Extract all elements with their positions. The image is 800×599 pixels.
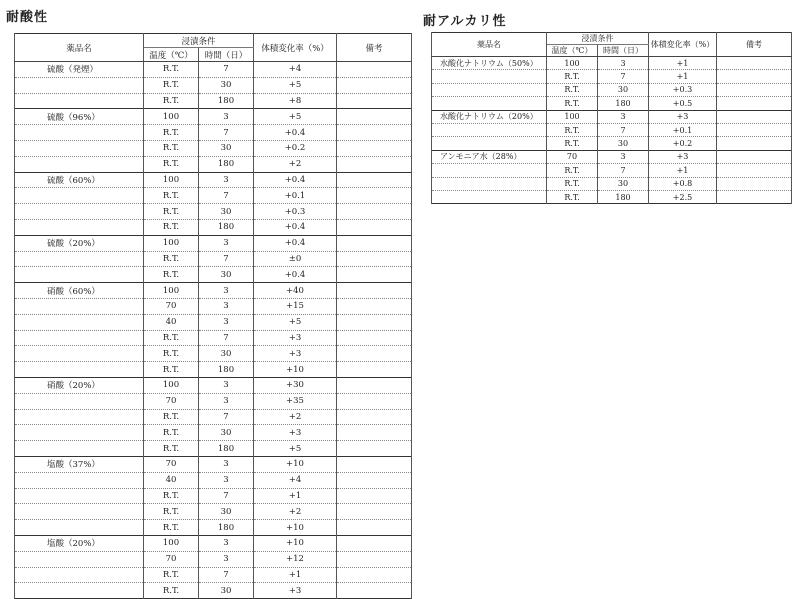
chemical-name-cell [15,567,144,583]
table-row [432,57,792,70]
remarks-cell [337,535,412,551]
remarks-cell [717,177,792,190]
chemical-name-cell [432,83,547,96]
chemical-name-cell: 硫酸（発煙） [15,62,144,78]
volume-change-cell: +0.4 [254,125,337,141]
alkali-resistance-table [431,32,792,204]
table-row [15,235,412,251]
temperature-cell: 100 [144,235,199,251]
volume-change-cell: +10 [254,520,337,536]
chemical-name-cell [15,362,144,378]
time-cell: 180 [199,362,254,378]
temperature-cell: R.T. [144,93,199,109]
alkali-resistance-title: 耐アルカリ性 [423,14,507,29]
remarks-cell [337,377,412,393]
time-cell: 7 [199,330,254,346]
chemical-name-cell: 塩酸（20%） [15,535,144,551]
chemical-name-cell [15,140,144,156]
table-row [15,204,412,220]
remarks-cell [337,298,412,314]
volume-change-cell: +2.5 [649,190,717,203]
chemical-name-cell [15,219,144,235]
chemical-name-cell: 硝酸（60%） [15,283,144,299]
remarks-cell [717,150,792,163]
volume-change-cell: +35 [254,393,337,409]
time-cell: 180 [199,156,254,172]
table-row [15,362,412,378]
volume-change-cell: +4 [254,62,337,78]
volume-change-cell: +1 [649,57,717,70]
remarks-cell [337,551,412,567]
chemical-name-cell: 塩酸（37%） [15,456,144,472]
temperature-cell: R.T. [144,441,199,457]
remarks-cell [337,219,412,235]
temperature-cell: R.T. [144,567,199,583]
remarks-cell [717,57,792,70]
header-temperature: 温度（℃） [144,48,199,62]
temperature-cell: R.T. [547,70,598,83]
chemical-name-cell [15,472,144,488]
volume-change-cell: +0.5 [649,97,717,110]
chemical-name-cell: 硫酸（96%） [15,109,144,125]
remarks-cell [337,456,412,472]
volume-change-cell: +0.4 [254,267,337,283]
table-row [15,488,412,504]
table-row [15,330,412,346]
chemical-name-cell: アンモニア水（28%） [432,150,547,163]
table-row [15,472,412,488]
volume-change-cell: +0.2 [254,140,337,156]
temperature-cell: R.T. [547,190,598,203]
temperature-cell: 40 [144,314,199,330]
table-row [15,109,412,125]
chemical-name-cell [15,488,144,504]
table-row [15,520,412,536]
header-time: 時間（日） [598,45,649,57]
table-row [15,298,412,314]
table-row [15,567,412,583]
temperature-cell: 70 [144,393,199,409]
chemical-name-cell [432,190,547,203]
remarks-cell [337,109,412,125]
chemical-name-cell [15,504,144,520]
volume-change-cell: +1 [254,488,337,504]
table-row [15,140,412,156]
remarks-cell [717,164,792,177]
time-cell: 3 [598,57,649,70]
volume-change-cell: +40 [254,283,337,299]
remarks-cell [717,83,792,96]
table-row [15,219,412,235]
remarks-cell [717,97,792,110]
table-row [432,110,792,123]
volume-change-cell: +4 [254,472,337,488]
volume-change-cell: +15 [254,298,337,314]
remarks-cell [337,567,412,583]
remarks-cell [337,62,412,78]
temperature-cell: R.T. [547,97,598,110]
chemical-name-cell [432,177,547,190]
remarks-cell [337,362,412,378]
table-row [432,123,792,136]
time-cell: 7 [199,188,254,204]
chemical-name-cell [15,346,144,362]
chemical-name-cell [432,123,547,136]
volume-change-cell: +30 [254,377,337,393]
time-cell: 7 [199,62,254,78]
volume-change-cell: +0.1 [254,188,337,204]
table-row [15,425,412,441]
volume-change-cell: +0.1 [649,123,717,136]
temperature-cell: R.T. [547,123,598,136]
time-cell: 7 [598,123,649,136]
table-row [15,251,412,267]
volume-change-cell: +0.4 [254,219,337,235]
table-row [15,93,412,109]
time-cell: 3 [598,110,649,123]
chemical-name-cell: 硫酸（60%） [15,172,144,188]
time-cell: 180 [598,190,649,203]
temperature-cell: R.T. [144,188,199,204]
volume-change-cell: +10 [254,535,337,551]
chemical-name-cell [15,204,144,220]
temperature-cell: R.T. [144,346,199,362]
table-row [15,188,412,204]
volume-change-cell: +0.3 [254,204,337,220]
temperature-cell: 70 [547,150,598,163]
header-time: 時間（日） [199,48,254,62]
table-row [432,177,792,190]
chemical-name-cell [432,97,547,110]
chemical-name-cell [15,156,144,172]
remarks-cell [337,346,412,362]
chemical-name-cell [432,70,547,83]
table-row [15,441,412,457]
table-row [15,156,412,172]
volume-change-cell: +0.3 [649,83,717,96]
table-row [15,314,412,330]
time-cell: 3 [199,377,254,393]
remarks-cell [717,137,792,150]
time-cell: 30 [199,504,254,520]
remarks-cell [337,140,412,156]
volume-change-cell: +8 [254,93,337,109]
table-row [15,377,412,393]
time-cell: 3 [199,456,254,472]
volume-change-cell: +5 [254,314,337,330]
temperature-cell: R.T. [547,83,598,96]
chemical-name-cell [15,330,144,346]
header-volume-change: 体積変化率（%） [254,34,337,62]
remarks-cell [337,583,412,599]
time-cell: 30 [199,204,254,220]
table-row [432,83,792,96]
temperature-cell: R.T. [144,219,199,235]
temperature-cell: R.T. [144,504,199,520]
temperature-cell: R.T. [144,583,199,599]
temperature-cell: R.T. [144,204,199,220]
table-row [15,456,412,472]
chemical-name-cell [15,77,144,93]
chemical-name-cell [15,298,144,314]
remarks-cell [337,156,412,172]
chemical-name-cell [15,551,144,567]
temperature-cell: 100 [144,109,199,125]
chemical-name-cell [15,93,144,109]
temperature-cell: R.T. [144,267,199,283]
table-row [432,137,792,150]
table-row [432,150,792,163]
time-cell: 7 [199,567,254,583]
table-row [432,70,792,83]
chemical-name-cell [15,409,144,425]
remarks-cell [337,172,412,188]
header-immersion-condition: 浸漬条件 [144,34,254,48]
temperature-cell: R.T. [144,488,199,504]
temperature-cell: R.T. [547,177,598,190]
time-cell: 30 [598,137,649,150]
table-row [15,583,412,599]
temperature-cell: R.T. [144,362,199,378]
temperature-cell: R.T. [144,62,199,78]
time-cell: 3 [199,109,254,125]
time-cell: 180 [199,93,254,109]
temperature-cell: R.T. [144,520,199,536]
table-row [15,504,412,520]
time-cell: 30 [598,177,649,190]
time-cell: 3 [199,393,254,409]
time-cell: 3 [199,551,254,567]
chemical-name-cell [15,441,144,457]
chemical-name-cell [432,137,547,150]
temperature-cell: 70 [144,456,199,472]
remarks-cell [337,520,412,536]
temperature-cell: R.T. [547,164,598,177]
volume-change-cell: +0.2 [649,137,717,150]
remarks-cell [337,125,412,141]
remarks-cell [337,77,412,93]
header-temperature: 温度（℃） [547,45,598,57]
chemical-name-cell [15,251,144,267]
temperature-cell: R.T. [144,77,199,93]
temperature-cell: 100 [144,172,199,188]
remarks-cell [337,393,412,409]
volume-change-cell: +3 [254,425,337,441]
chemical-name-cell: 水酸化ナトリウム（20%） [432,110,547,123]
time-cell: 180 [199,219,254,235]
volume-change-cell: +1 [649,164,717,177]
header-remarks: 備考 [717,33,792,57]
time-cell: 30 [199,77,254,93]
remarks-cell [337,330,412,346]
table-row [15,125,412,141]
remarks-cell [717,123,792,136]
time-cell: 7 [598,70,649,83]
volume-change-cell: +2 [254,504,337,520]
header-remarks: 備考 [337,34,412,62]
remarks-cell [717,190,792,203]
temperature-cell: 100 [144,283,199,299]
time-cell: 30 [598,83,649,96]
table-row [15,172,412,188]
table-row [15,267,412,283]
table-row [432,190,792,203]
remarks-cell [337,488,412,504]
temperature-cell: 70 [144,298,199,314]
time-cell: 3 [199,472,254,488]
chemical-name-cell [15,520,144,536]
table-row [15,393,412,409]
table-row [432,164,792,177]
chemical-name-cell: 水酸化ナトリウム（50%） [432,57,547,70]
chemical-name-cell [15,267,144,283]
header-chemical-name: 薬品名 [15,34,144,62]
table-row [15,283,412,299]
time-cell: 7 [199,409,254,425]
volume-change-cell: +3 [649,110,717,123]
remarks-cell [337,472,412,488]
table-row [15,62,412,78]
remarks-cell [337,314,412,330]
volume-change-cell: +1 [254,567,337,583]
temperature-cell: 40 [144,472,199,488]
chemical-name-cell: 硝酸（20%） [15,377,144,393]
time-cell: 7 [199,125,254,141]
volume-change-cell: +0.4 [254,235,337,251]
chemical-name-cell [15,393,144,409]
table-row [15,346,412,362]
remarks-cell [337,267,412,283]
temperature-cell: R.T. [547,137,598,150]
table-row [15,551,412,567]
remarks-cell [337,504,412,520]
time-cell: 3 [598,150,649,163]
temperature-cell: 100 [547,110,598,123]
time-cell: 7 [598,164,649,177]
table-row [432,97,792,110]
time-cell: 30 [199,425,254,441]
time-cell: 30 [199,583,254,599]
volume-change-cell: +1 [649,70,717,83]
temperature-cell: 100 [144,377,199,393]
volume-change-cell: ±0 [254,251,337,267]
time-cell: 3 [199,172,254,188]
header-volume-change: 体積変化率（%） [649,33,717,57]
volume-change-cell: +3 [254,330,337,346]
temperature-cell: R.T. [144,140,199,156]
time-cell: 180 [598,97,649,110]
remarks-cell [337,283,412,299]
time-cell: 3 [199,314,254,330]
remarks-cell [337,251,412,267]
time-cell: 7 [199,488,254,504]
chemical-name-cell [15,314,144,330]
time-cell: 7 [199,251,254,267]
volume-change-cell: +5 [254,441,337,457]
volume-change-cell: +3 [254,346,337,362]
volume-change-cell: +0.8 [649,177,717,190]
header-immersion-condition: 浸漬条件 [547,33,649,45]
remarks-cell [337,204,412,220]
table-row [15,77,412,93]
acid-table-body [15,62,412,599]
temperature-cell: R.T. [144,156,199,172]
table-row [15,535,412,551]
remarks-cell [337,425,412,441]
chemical-name-cell [15,125,144,141]
volume-change-cell: +2 [254,409,337,425]
remarks-cell [337,188,412,204]
time-cell: 30 [199,346,254,362]
remarks-cell [717,110,792,123]
chemical-name-cell [15,425,144,441]
time-cell: 30 [199,267,254,283]
alkali-table-body [432,57,792,204]
volume-change-cell: +12 [254,551,337,567]
remarks-cell [337,235,412,251]
temperature-cell: 100 [547,57,598,70]
header-chemical-name: 薬品名 [432,33,547,57]
time-cell: 3 [199,535,254,551]
remarks-cell [717,70,792,83]
temperature-cell: R.T. [144,425,199,441]
table-row [15,409,412,425]
remarks-cell [337,441,412,457]
volume-change-cell: +10 [254,456,337,472]
volume-change-cell: +10 [254,362,337,378]
time-cell: 3 [199,235,254,251]
remarks-cell [337,93,412,109]
temperature-cell: R.T. [144,125,199,141]
volume-change-cell: +5 [254,109,337,125]
temperature-cell: 70 [144,551,199,567]
volume-change-cell: +3 [254,583,337,599]
time-cell: 3 [199,298,254,314]
volume-change-cell: +0.4 [254,172,337,188]
time-cell: 180 [199,520,254,536]
time-cell: 30 [199,140,254,156]
volume-change-cell: +2 [254,156,337,172]
volume-change-cell: +5 [254,77,337,93]
temperature-cell: 100 [144,535,199,551]
acid-resistance-table [14,33,412,599]
chemical-name-cell [15,188,144,204]
temperature-cell: R.T. [144,251,199,267]
temperature-cell: R.T. [144,330,199,346]
temperature-cell: R.T. [144,409,199,425]
time-cell: 180 [199,441,254,457]
chemical-name-cell: 硫酸（20%） [15,235,144,251]
chemical-name-cell [432,164,547,177]
time-cell: 3 [199,283,254,299]
acid-resistance-title: 耐酸性 [6,10,49,25]
remarks-cell [337,409,412,425]
chemical-name-cell [15,583,144,599]
volume-change-cell: +3 [649,150,717,163]
